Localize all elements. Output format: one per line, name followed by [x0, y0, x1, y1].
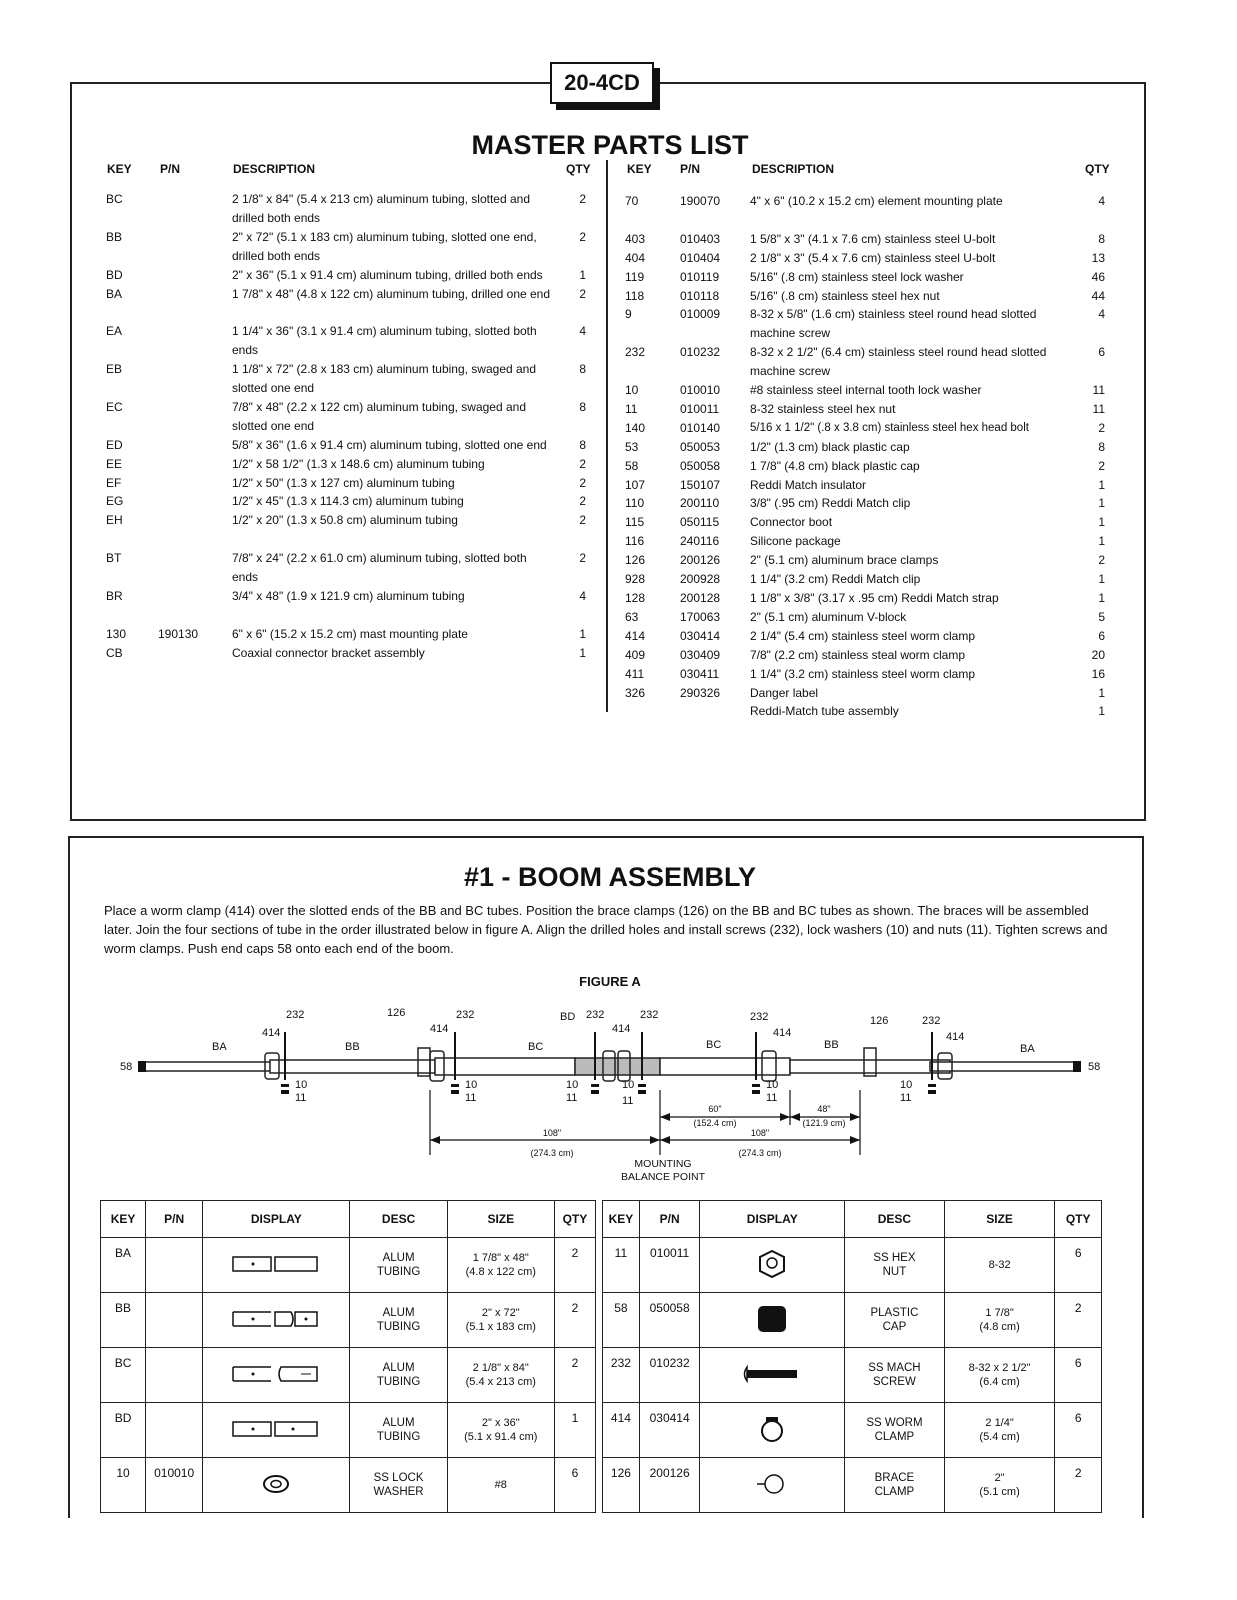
label-11-d: 11 [622, 1095, 634, 1107]
cell-size: 1 7/8" x 48" (4.8 x 122 cm) [447, 1238, 554, 1293]
list-item: 110 200110 3/8" (.95 cm) Reddi Match clip 1 [625, 496, 1105, 511]
label-414-d: 414 [773, 1027, 792, 1039]
label-11-c: 11 [566, 1092, 578, 1104]
cell-pn: 030414 [639, 1403, 700, 1458]
cell-qty: 6 [1055, 1348, 1102, 1403]
label-10-c: 10 [566, 1079, 579, 1091]
boom-figure-diagram [100, 1000, 1110, 1190]
cell-key: BC [101, 1348, 146, 1403]
dim-60-cm-label: (152.4 cm) [693, 1118, 737, 1128]
table-header-row [101, 1201, 596, 1238]
dim-48-label: 48" [817, 1104, 831, 1114]
list-item: 130 190130 6" x 6" (15.2 x 15.2 cm) mast mounting plate 1 [106, 626, 586, 641]
list-item: Reddi-Match tube assembly 1 [750, 704, 1105, 719]
label-10-a: 10 [295, 1079, 308, 1091]
cell-key: BB [101, 1293, 146, 1348]
label-414-c: 414 [612, 1023, 631, 1035]
list-item: 58 050058 1 7/8" (4.8 cm) black plastic cap 2 [625, 458, 1105, 473]
list-item: 11 010011 8-32 stainless steel hex nut 11 [625, 401, 1105, 416]
header-qty-right: QTY [1085, 162, 1110, 176]
cell-desc: SS HEX NUT [845, 1238, 945, 1293]
cell-key: BA [101, 1238, 146, 1293]
list-item: 70 190070 4" x 6" (10.2 x 15.2 cm) element mounting plate 4 [625, 194, 1105, 208]
tube-ba-icon [203, 1238, 350, 1293]
cell-size: 8-32 [944, 1238, 1055, 1293]
cell-key: BD [101, 1403, 146, 1458]
list-item: BC 2 1/8" x 84" (5.4 x 213 cm) aluminum tubing, slotted and drilled both ends 2 [106, 192, 586, 225]
list-item: 10 010010 #8 stainless steel internal tooth lock washer 11 [625, 383, 1105, 398]
cell-key: 232 [603, 1348, 640, 1403]
list-item: EE 1/2" x 58 1/2" (1.3 x 148.6 cm) aluminum tubing 2 [106, 456, 586, 471]
cell-size: 2 1/8" x 84" (5.4 x 213 cm) [447, 1348, 554, 1403]
label-414-b: 414 [430, 1023, 449, 1035]
list-item: 119 010119 5/16" (.8 cm) stainless steel lock washer 46 [625, 269, 1105, 284]
label-58-left: 58 [120, 1061, 133, 1073]
header-description-right: DESCRIPTION [752, 162, 835, 176]
list-item: 232 010232 8-32 x 2 1/2" (6.4 cm) stainless steel round head slotted machine screw 6 [625, 345, 1105, 379]
balance-point-label: BALANCE POINT [620, 1171, 706, 1183]
table-row [603, 1403, 1102, 1458]
list-item: 326 290326 Danger label 1 [625, 685, 1105, 700]
label-126-a: 126 [387, 1007, 406, 1019]
col-desc: DESC [350, 1201, 447, 1238]
end-cap-left [138, 1061, 146, 1072]
machine-screw-icon [700, 1348, 845, 1403]
cell-key: 11 [603, 1238, 640, 1293]
model-number-tag: 20-4CD [550, 62, 654, 104]
label-232-a: 232 [286, 1009, 305, 1021]
list-item: 928 200928 1 1/4" (3.2 cm) Reddi Match clip 1 [625, 572, 1105, 587]
cell-qty: 1 [554, 1403, 595, 1458]
cell-desc: SS LOCK WASHER [350, 1458, 447, 1513]
boom-parts-table-left [100, 1200, 596, 1513]
cell-qty: 2 [554, 1238, 595, 1293]
table-row [101, 1293, 596, 1348]
cell-desc: BRACE CLAMP [845, 1458, 945, 1513]
cell-desc: ALUM TUBING [350, 1293, 447, 1348]
label-414-e: 414 [946, 1031, 965, 1043]
list-item: BD 2" x 36" (5.1 x 91.4 cm) aluminum tubing, drilled both ends 1 [106, 267, 586, 282]
parts-list-title: MASTER PARTS LIST [471, 130, 749, 160]
list-item: 403 010403 1 5/8" x 3" (4.1 x 7.6 cm) stainless steel U-bolt 8 [625, 231, 1105, 246]
list-item: 140 010140 5/16 x 1 1/2" (.8 x 3.8 cm) stainless steel hex head bolt 2 [625, 420, 1105, 435]
cell-size: 2 1/4" (5.4 cm) [944, 1403, 1055, 1458]
table-row [101, 1238, 596, 1293]
label-ba-left: BA [212, 1041, 227, 1053]
cell-desc: ALUM TUBING [350, 1348, 447, 1403]
label-bb-right: BB [824, 1039, 839, 1051]
list-item: ED 5/8" x 36" (1.6 x 91.4 cm) aluminum tubing, slotted one end 8 [106, 437, 586, 452]
figure-title: FIGURE A [579, 974, 641, 989]
list-item: EG 1/2" x 45" (1.3 x 114.3 cm) aluminum tubing 2 [106, 494, 586, 509]
label-232-f: 232 [922, 1015, 941, 1027]
tube-bb-icon [203, 1293, 350, 1348]
label-bb-left: BB [345, 1041, 360, 1053]
cell-pn [146, 1403, 203, 1458]
label-11-f: 11 [900, 1092, 912, 1104]
list-item: 53 050053 1/2" (1.3 cm) black plastic cap 8 [625, 439, 1105, 454]
cell-qty: 2 [554, 1293, 595, 1348]
cell-size: #8 [447, 1458, 554, 1513]
label-232-b: 232 [456, 1009, 475, 1021]
column-divider [606, 160, 608, 712]
cell-qty: 2 [554, 1348, 595, 1403]
label-11-e: 11 [766, 1092, 778, 1104]
col-qty: QTY [1055, 1201, 1102, 1238]
list-item: 411 030411 1 1/4" (3.2 cm) stainless steel worm clamp 16 [625, 666, 1105, 681]
end-cap-right [1073, 1061, 1081, 1072]
cell-pn: 200126 [639, 1458, 700, 1513]
mounting-label: MOUNTING [634, 1158, 692, 1170]
dim-108-left-label: 108" [542, 1128, 562, 1138]
label-bc-right: BC [706, 1039, 722, 1051]
cell-desc: ALUM TUBING [350, 1238, 447, 1293]
boom-assembly-title: #1 - BOOM ASSEMBLY [463, 862, 757, 892]
list-item: EC 7/8" x 48" (2.2 x 122 cm) aluminum tubing, swaged and slotted one end 8 [106, 399, 586, 433]
label-126-b: 126 [870, 1015, 889, 1027]
table-row [101, 1403, 596, 1458]
col-display: DISPLAY [203, 1201, 350, 1238]
cell-qty: 6 [554, 1458, 595, 1513]
cell-pn: 010011 [639, 1238, 700, 1293]
col-key: KEY [603, 1201, 640, 1238]
parts-list-left [106, 190, 586, 663]
list-item: 414 030414 2 1/4" (5.4 cm) stainless steel worm clamp 6 [625, 628, 1105, 643]
cell-qty: 2 [1055, 1458, 1102, 1513]
col-key: KEY [101, 1201, 146, 1238]
list-item: 107 150107 Reddi Match insulator 1 [625, 477, 1105, 492]
cell-pn: 010010 [146, 1458, 203, 1513]
header-key-right: KEY [627, 162, 652, 176]
label-11-a: 11 [295, 1092, 307, 1104]
dim-48-cm-label: (121.9 cm) [802, 1118, 846, 1128]
col-desc: DESC [845, 1201, 945, 1238]
dim-108-left-cm-label: (274.3 cm) [530, 1148, 574, 1158]
list-item: 115 050115 Connector boot 1 [625, 515, 1105, 530]
col-display: DISPLAY [700, 1201, 845, 1238]
list-item: 126 200126 2" (5.1 cm) aluminum brace clamps 2 [625, 553, 1105, 568]
cell-key: 126 [603, 1458, 640, 1513]
label-414-a: 414 [262, 1027, 281, 1039]
list-item: BB 2" x 72" (5.1 x 183 cm) aluminum tubing, slotted one end, drilled both ends 2 [106, 229, 586, 263]
label-232-e: 232 [750, 1011, 769, 1023]
label-232-d: 232 [640, 1009, 659, 1021]
label-232-c: 232 [586, 1009, 605, 1021]
cell-desc: ALUM TUBING [350, 1403, 447, 1458]
plastic-cap-icon [700, 1293, 845, 1348]
cell-size: 2" (5.1 cm) [944, 1458, 1055, 1513]
cell-desc: SS WORM CLAMP [845, 1403, 945, 1458]
cell-pn: 050058 [639, 1293, 700, 1348]
dim-60-label: 60" [708, 1104, 722, 1114]
tube-bc-icon [203, 1348, 350, 1403]
cell-pn [146, 1348, 203, 1403]
cell-desc: PLASTIC CAP [845, 1293, 945, 1348]
tube-bb-right [790, 1060, 950, 1073]
cell-size: 2" x 72" (5.1 x 183 cm) [447, 1293, 554, 1348]
list-item: EA 1 1/4" x 36" (3.1 x 91.4 cm) aluminum tubing, slotted both ends 4 [106, 324, 586, 358]
lock-washer-icon [203, 1458, 350, 1513]
table-row [603, 1238, 1102, 1293]
list-item: CB Coaxial connector bracket assembly 1 [106, 645, 586, 660]
cell-size: 1 7/8" (4.8 cm) [944, 1293, 1055, 1348]
header-pn-left: P/N [160, 162, 181, 176]
label-58-right: 58 [1088, 1061, 1101, 1073]
tube-bc-right [660, 1058, 790, 1075]
cell-size: 8-32 x 2 1/2" (6.4 cm) [944, 1348, 1055, 1403]
cell-pn: 010232 [639, 1348, 700, 1403]
cell-desc: SS MACH SCREW [845, 1348, 945, 1403]
col-size: SIZE [944, 1201, 1055, 1238]
list-item: 404 010404 2 1/8" x 3" (5.4 x 7.6 cm) stainless steel U-bolt 13 [625, 250, 1105, 265]
header-description-left: DESCRIPTION [233, 162, 316, 176]
table-row [603, 1458, 1102, 1513]
table-header-row [603, 1201, 1102, 1238]
worm-clamp-icon [700, 1403, 845, 1458]
cell-qty: 6 [1055, 1238, 1102, 1293]
table-row [101, 1348, 596, 1403]
header-key-left: KEY [107, 162, 132, 176]
list-item: BT 7/8" x 24" (2.2 x 61.0 cm) aluminum tubing, slotted both ends 2 [106, 551, 586, 585]
list-item: 409 030409 7/8" (2.2 cm) stainless steal worm clamp 20 [625, 647, 1105, 662]
tube-bb-left [270, 1060, 435, 1073]
label-10-d: 10 [622, 1079, 635, 1091]
label-bc-left: BC [528, 1041, 544, 1053]
header-pn-right: P/N [680, 162, 701, 176]
list-item: 116 240116 Silicone package 1 [625, 534, 1105, 549]
cell-pn [146, 1293, 203, 1348]
label-10-e: 10 [766, 1079, 779, 1091]
label-ba-right: BA [1020, 1043, 1035, 1055]
table-row [101, 1458, 596, 1513]
cell-qty: 6 [1055, 1403, 1102, 1458]
col-pn: P/N [639, 1201, 700, 1238]
dim-108-right-cm-label: (274.3 cm) [738, 1148, 782, 1158]
dim-108-right-label: 108" [750, 1128, 770, 1138]
list-item: 118 010118 5/16" (.8 cm) stainless steel hex nut 44 [625, 288, 1105, 303]
list-item: BA 1 7/8" x 48" (4.8 x 122 cm) aluminum tubing, drilled one end 2 [106, 286, 586, 301]
table-row [603, 1348, 1102, 1403]
parts-list-right [625, 192, 1105, 721]
col-pn: P/N [146, 1201, 203, 1238]
label-10-f: 10 [900, 1079, 913, 1091]
list-item: 63 170063 2" (5.1 cm) aluminum V-block 5 [625, 609, 1105, 624]
label-10-b: 10 [465, 1079, 478, 1091]
assembly-instructions: Place a worm clamp (414) over the slotted ends of the BB and BC tubes. Position the brace clamps (126) on the BB and BC tubes as shown. The braces will be assembled later. Join the four sections of tube in the order illustrated below in figure A. Align the drilled holes and install screws (232), lock washers (10) and nuts (11). Tighten screws and worm clamps. Push end caps 58 onto each end of the boom. [104, 903, 1108, 956]
cell-size: 2" x 36" (5.1 x 91.4 cm) [447, 1403, 554, 1458]
list-item: 9 010009 8-32 x 5/8" (1.6 cm) stainless steel round head slotted machine screw 4 [625, 307, 1105, 341]
cell-pn [146, 1238, 203, 1293]
col-qty: QTY [554, 1201, 595, 1238]
header-qty-left: QTY [566, 162, 591, 176]
tube-bd-icon [203, 1403, 350, 1458]
list-item: BR 3/4" x 48" (1.9 x 121.9 cm) aluminum tubing 4 [106, 589, 586, 603]
hex-nut-icon [700, 1238, 845, 1293]
brace-clamp-icon [700, 1458, 845, 1513]
washer-nut-marker [281, 1084, 936, 1094]
cell-qty: 2 [1055, 1293, 1102, 1348]
boom-parts-table-right [602, 1200, 1102, 1513]
table-row [603, 1293, 1102, 1348]
list-item: 128 200128 1 1/8" x 3/8" (3.17 x .95 cm) Reddi Match strap 1 [625, 591, 1105, 606]
cell-key: 414 [603, 1403, 640, 1458]
list-item: EH 1/2" x 20" (1.3 x 50.8 cm) aluminum tubing 2 [106, 513, 586, 528]
list-item: EF 1/2" x 50" (1.3 x 127 cm) aluminum tubing 2 [106, 475, 586, 490]
list-item: EB 1 1/8" x 72" (2.8 x 183 cm) aluminum tubing, swaged and slotted one end 8 [106, 362, 586, 396]
label-bd-center: BD [560, 1011, 576, 1023]
label-11-b: 11 [465, 1092, 477, 1104]
cell-key: 10 [101, 1458, 146, 1513]
col-size: SIZE [447, 1201, 554, 1238]
cell-key: 58 [603, 1293, 640, 1348]
